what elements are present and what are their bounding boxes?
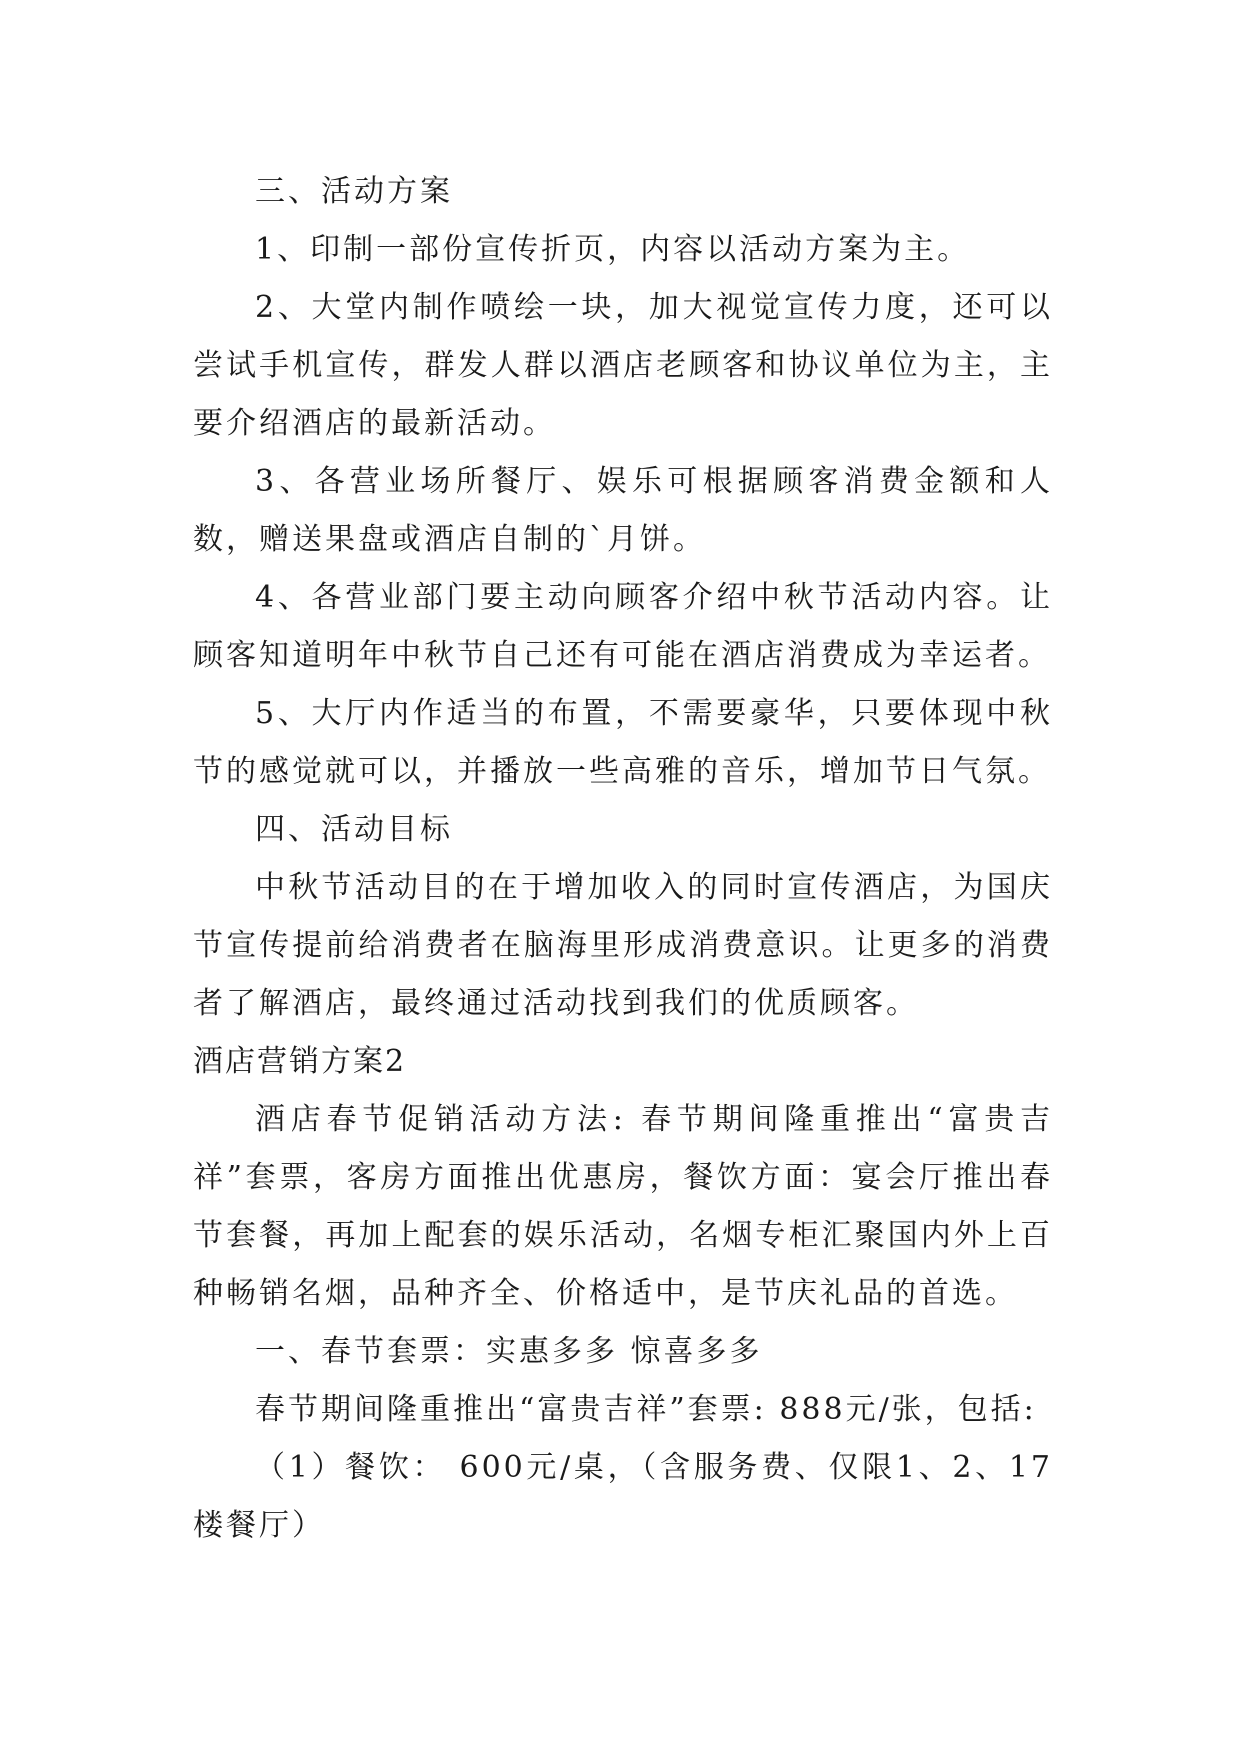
spring-section-heading-1: 一、春节套票：实惠多多 惊喜多多 [255,1334,763,1369]
plan-item-4: 4、各营业部门要主动向顾客介绍中秋节活动内容。让顾客知道明年中秋节自己还有可能在酒店消费成为幸运者。 [193,580,1053,673]
plan-2-title: 酒店营销方案2 [193,1044,407,1079]
document-page [193,163,1053,1555]
plan-item-5: 5、大厅内作适当的布置，不需要豪华，只要体现中秋节的感觉就可以，并播放一些高雅的音乐，增加节日气氛。 [193,696,1053,789]
plan-item-2: 2、大堂内制作喷绘一块，加大视觉宣传力度，还可以尝试手机宣传，群发人群以酒店老顾客和协议单位为主，主要介绍酒店的最新活动。 [193,290,1053,441]
spring-festival-intro: 酒店春节促销活动方法: 春节期间隆重推出“富贵吉祥”套票，客房方面推出优惠房，餐饮方面：宴会厅推出春节套餐，再加上配套的娱乐活动，名烟专柜汇聚国内外上百种畅销名烟，品种齐全、价格适中，是节庆礼品的首选。 [193,1102,1053,1311]
section-heading-activity-plan: 三、活动方案 [255,174,453,209]
ticket-description: 春节期间隆重推出“富贵吉祥”套票: 888元/张，包括: [255,1392,1037,1427]
plan-item-3: 3、各营业场所餐厅、娱乐可根据顾客消费金额和人数，赠送果盘或酒店自制的`月饼。 [193,464,1053,557]
ticket-item-dining: （1）餐饮： 600元/桌，（含服务费、仅限1、2、17楼餐厅） [193,1450,1053,1543]
goal-paragraph: 中秋节活动目的在于增加收入的同时宣传酒店，为国庆节宣传提前给消费者在脑海里形成消费意识。让更多的消费者了解酒店，最终通过活动找到我们的优质顾客。 [193,870,1053,1021]
section-heading-activity-goal: 四、活动目标 [255,812,453,847]
plan-item-1: 1、印制一部份宣传折页，内容以活动方案为主。 [255,232,971,267]
